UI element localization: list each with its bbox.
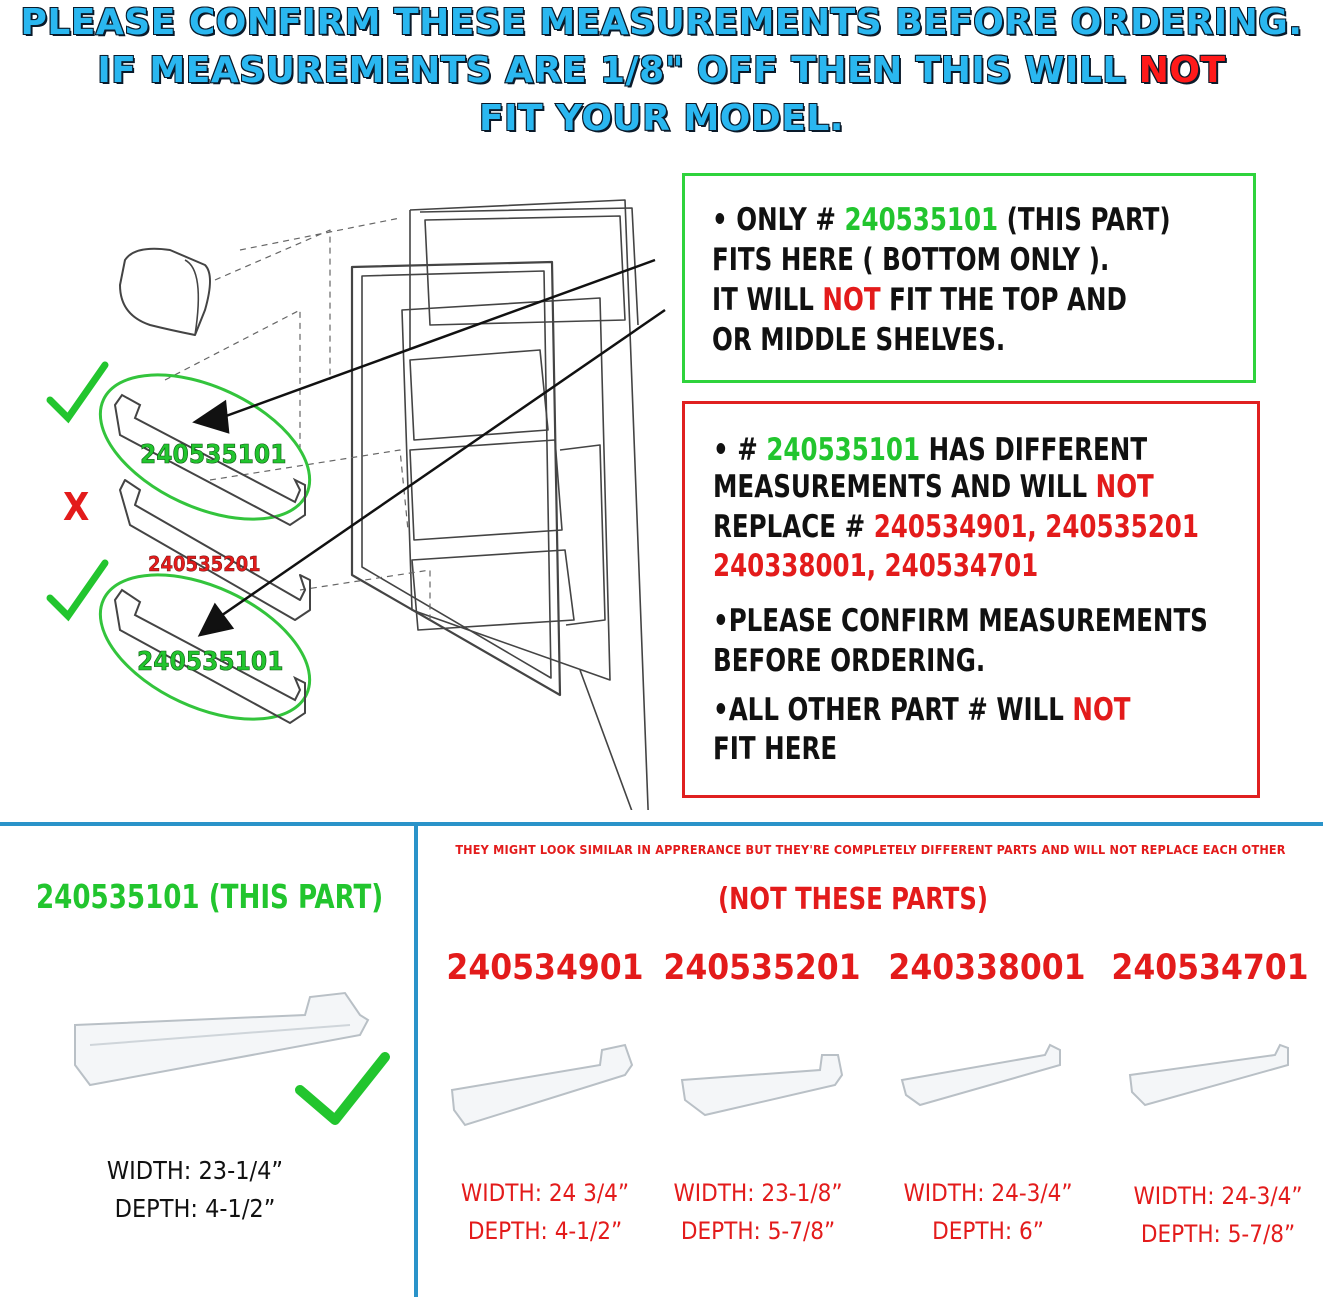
other-part-4-number: 240534701 [1111,948,1309,988]
red-box-part-list-2: 240338001, 240534701 [713,548,1039,584]
this-part-check-icon [300,1057,385,1120]
middle-bin-part-label: 240535201 [148,552,261,576]
middle-shelf-bin [120,480,310,620]
red-box-bullet-1-line-2 [713,467,1154,507]
other-part-3-measurements [878,1174,1098,1250]
green-box-this-part: (THIS PART) [998,202,1171,238]
red-box-bullet-1-line-1 [713,430,1147,470]
red-box-bullet-2-line-1: •PLEASE CONFIRM MEASUREMENTS [713,603,1208,639]
x-mark-icon: X [63,485,90,529]
other-part-3-number: 240338001 [888,948,1086,988]
other-part-1-shelf-bin [452,1045,632,1125]
arrow-head-bottom [200,605,232,635]
other-part-1-number: 240534901 [446,948,644,988]
other-part-1-depth: DEPTH: 4-1/2” [467,1217,623,1245]
arrow-line-top [215,260,655,420]
red-box-part-list-1: 240534901, 240535201 [873,509,1199,545]
other-part-2-number: 240535201 [663,948,861,988]
top-bin-part-label: 240535101 [140,440,287,470]
refrigerator-door-diagram [0,150,680,810]
this-part-depth: DEPTH: 4-1/2” [114,1194,276,1223]
other-part-1-measurements [435,1174,655,1250]
other-part-2-shelf-bin [682,1055,842,1115]
section-divider-vertical [414,822,418,1297]
headline-line-2-text: IF MEASUREMENTS ARE 1/8" OFF THEN THIS WILL [97,50,1139,91]
red-box-bullet-2-line-2: BEFORE ORDERING. [713,643,986,679]
green-box-only-text: • ONLY # [712,202,845,238]
red-box-not-word-1: NOT [1095,469,1154,505]
red-box-bullet-3-line-1 [713,690,1131,730]
this-part-measurements [50,1152,340,1228]
green-box-it-will: IT WILL [712,282,823,318]
green-box-not-word: NOT [822,282,881,318]
bottom-bin-part-label: 240535101 [137,647,284,677]
other-part-2-measurements [648,1174,868,1250]
headline-line-3: FIT YOUR MODEL. [479,98,844,139]
red-box-bullet-3-line-2: FIT HERE [713,731,838,767]
headline-line-2 [0,50,1323,91]
headline-not-word: NOT [1138,50,1226,91]
red-box-part-number: 240535101 [766,432,921,468]
this-part-image [60,985,400,1145]
similar-appearance-note: THEY MIGHT LOOK SIMILAR IN APPRERANCE BUT THEY'RE COMPLETELY DIFFERENT PARTS AND WILL NOT REPLACE EACH OTHER [455,842,1286,857]
other-part-4-shelf-bin [1130,1045,1288,1105]
red-box-not-word-2: NOT [1072,692,1131,728]
red-box-bullet-1-line-3 [713,507,1199,547]
other-part-4-width: WIDTH: 24-3/4” [1133,1182,1303,1210]
red-box-hash: • # [713,432,767,468]
other-part-4-measurements [1108,1177,1323,1253]
other-part-3-width: WIDTH: 24-3/4” [903,1179,1073,1207]
door-gasket [352,262,560,695]
other-parts-images [440,1030,1320,1140]
green-box-fit-top: FIT THE TOP AND [880,282,1127,318]
other-part-3-depth: DEPTH: 6” [932,1217,1044,1245]
other-part-4-depth: DEPTH: 5-7/8” [1140,1220,1296,1248]
green-box-line-2: FITS HERE ( BOTTOM ONLY ). [712,242,1110,278]
check-icon-bottom [50,563,105,616]
this-part-shelf-bin [75,993,368,1085]
door-frame-outline [410,200,650,810]
other-part-1-width: WIDTH: 24 3/4” [460,1179,630,1207]
this-part-width: WIDTH: 23-1/4” [106,1156,284,1185]
headline-line-1: PLEASE CONFIRM THESE MEASUREMENTS BEFORE ORDERING. [20,2,1303,43]
green-box-line-1 [712,200,1171,240]
check-icon-top [50,365,105,418]
this-part-title: 240535101 (THIS PART) [36,877,384,916]
other-part-2-width: WIDTH: 23-1/8” [673,1179,843,1207]
red-box-replace-text: REPLACE # [713,509,874,545]
red-box-measurements-text: MEASUREMENTS AND WILL [713,469,1096,505]
green-box-line-3 [712,280,1127,320]
not-these-parts-title: (NOT THESE PARTS) [718,882,988,917]
section-divider-horizontal [0,822,1323,826]
green-box-line-4: OR MIDDLE SHELVES. [712,322,1006,358]
green-box-part-number: 240535101 [844,202,999,238]
red-box-has-different: HAS DIFFERENT [920,432,1148,468]
arrow-head-top [195,402,228,432]
other-part-2-depth: DEPTH: 5-7/8” [680,1217,836,1245]
other-part-3-shelf-bin [902,1045,1060,1105]
red-box-all-other-text: •ALL OTHER PART # WILL [713,692,1073,728]
